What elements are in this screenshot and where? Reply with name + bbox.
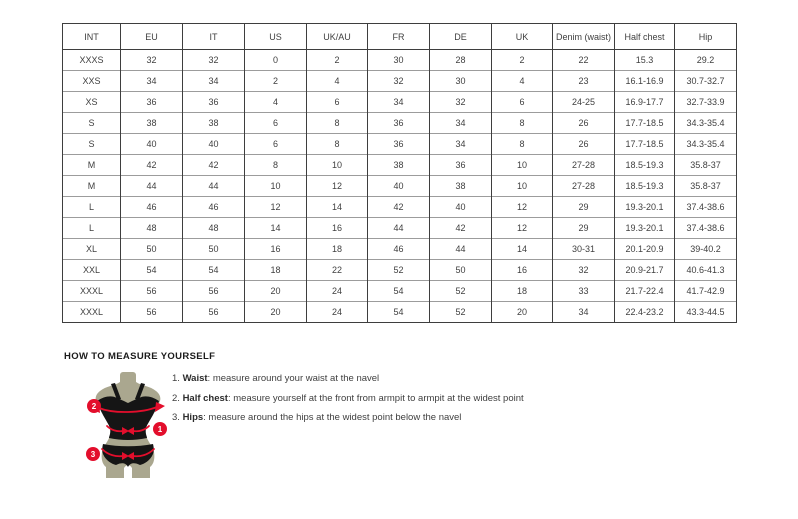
table-row: [63, 302, 737, 323]
table-cell: 56: [121, 302, 183, 323]
column-header: EU: [121, 24, 183, 50]
table-cell: 52: [430, 302, 492, 323]
table-cell: 46: [183, 197, 245, 218]
table-row: [63, 260, 737, 281]
table-cell: 46: [368, 239, 430, 260]
table-cell: 42: [121, 155, 183, 176]
column-header: FR: [368, 24, 430, 50]
table-cell: 22: [307, 260, 368, 281]
table-cell: XXXS: [63, 50, 121, 71]
measure-steps: [172, 369, 592, 428]
table-cell: 8: [492, 134, 553, 155]
table-cell: 38: [121, 113, 183, 134]
table-cell: 20: [245, 302, 307, 323]
table-cell: 2: [492, 50, 553, 71]
table-cell: 16: [245, 239, 307, 260]
marker-chest: [87, 399, 101, 413]
table-cell: 28: [430, 50, 492, 71]
table-cell: 29.2: [675, 50, 737, 71]
svg-text:2: 2: [91, 402, 97, 411]
table-cell: 18.5-19.3: [615, 176, 675, 197]
table-cell: 0: [245, 50, 307, 71]
table-cell: 8: [307, 134, 368, 155]
table-cell: 48: [121, 218, 183, 239]
table-cell: 37.4-38.6: [675, 197, 737, 218]
table-cell: 20.9-21.7: [615, 260, 675, 281]
table-cell: 54: [368, 281, 430, 302]
table-cell: 52: [368, 260, 430, 281]
table-cell: 16: [307, 218, 368, 239]
table-cell: 8: [307, 113, 368, 134]
table-cell: 32.7-33.9: [675, 92, 737, 113]
table-cell: 6: [492, 92, 553, 113]
table-row: [63, 176, 737, 197]
table-cell: 4: [492, 71, 553, 92]
table-cell: 34: [430, 134, 492, 155]
table-cell: 32: [368, 71, 430, 92]
table-cell: 44: [368, 218, 430, 239]
column-header: Hip: [675, 24, 737, 50]
table-cell: 29: [553, 197, 615, 218]
measure-guide-title: HOW TO MEASURE YOURSELF: [64, 351, 216, 362]
table-cell: 12: [245, 197, 307, 218]
table-cell: XS: [63, 92, 121, 113]
table-cell: 42: [368, 197, 430, 218]
table-cell: 16.9-17.7: [615, 92, 675, 113]
table-cell: 40: [121, 134, 183, 155]
table-cell: 6: [245, 134, 307, 155]
table-cell: 17.7-18.5: [615, 113, 675, 134]
table-cell: L: [63, 197, 121, 218]
step-label: Half chest: [182, 392, 228, 404]
step-number: 1.: [172, 373, 183, 384]
table-cell: XXL: [63, 260, 121, 281]
table-cell: 33: [553, 281, 615, 302]
table-cell: XXXL: [63, 302, 121, 323]
arrowhead: [155, 402, 165, 412]
table-cell: 32: [430, 92, 492, 113]
table-row: [63, 113, 737, 134]
marker-waist: [153, 422, 167, 436]
step-number: 3.: [172, 412, 183, 423]
table-cell: 12: [492, 197, 553, 218]
table-cell: 38: [183, 113, 245, 134]
table-cell: 50: [121, 239, 183, 260]
table-cell: 40: [368, 176, 430, 197]
table-cell: 2: [245, 71, 307, 92]
step-text: : measure around your waist at the navel: [207, 373, 380, 384]
table-cell: 14: [245, 218, 307, 239]
table-cell: 54: [183, 260, 245, 281]
table-cell: 54: [368, 302, 430, 323]
table-cell: 44: [121, 176, 183, 197]
table-cell: 56: [121, 281, 183, 302]
table-cell: 10: [307, 155, 368, 176]
table-cell: 34.3-35.4: [675, 113, 737, 134]
measurement-figure: [84, 370, 176, 482]
table-cell: 54: [121, 260, 183, 281]
table-cell: 18: [245, 260, 307, 281]
table-cell: 20.1-20.9: [615, 239, 675, 260]
column-header: US: [245, 24, 307, 50]
table-cell: 10: [245, 176, 307, 197]
table-cell: 50: [430, 260, 492, 281]
table-row: [63, 92, 737, 113]
table-cell: 19.3-20.1: [615, 218, 675, 239]
table-cell: 34: [121, 71, 183, 92]
table-row: [63, 239, 737, 260]
table-cell: 16: [492, 260, 553, 281]
table-cell: 38: [430, 176, 492, 197]
column-header: DE: [430, 24, 492, 50]
table-cell: 42: [183, 155, 245, 176]
table-cell: 27-28: [553, 155, 615, 176]
table-cell: 32: [121, 50, 183, 71]
column-header: UK: [492, 24, 553, 50]
table-cell: 34.3-35.4: [675, 134, 737, 155]
table-cell: 14: [307, 197, 368, 218]
table-cell: 14: [492, 239, 553, 260]
table-cell: 35.8-37: [675, 176, 737, 197]
table-cell: 44: [183, 176, 245, 197]
table-cell: 24-25: [553, 92, 615, 113]
table-cell: 12: [307, 176, 368, 197]
table-cell: 24: [307, 281, 368, 302]
table-cell: 17.7-18.5: [615, 134, 675, 155]
table-cell: 40: [183, 134, 245, 155]
table-cell: 21.7-22.4: [615, 281, 675, 302]
table-cell: 40.6-41.3: [675, 260, 737, 281]
column-header: INT: [63, 24, 121, 50]
table-cell: 30: [430, 71, 492, 92]
table-cell: 19.3-20.1: [615, 197, 675, 218]
table-cell: 16.1-16.9: [615, 71, 675, 92]
table-cell: 41.7-42.9: [675, 281, 737, 302]
table-row: [63, 218, 737, 239]
table-cell: 27-28: [553, 176, 615, 197]
table-cell: 32: [553, 260, 615, 281]
table-cell: L: [63, 218, 121, 239]
table-cell: 52: [430, 281, 492, 302]
table-row: [63, 50, 737, 71]
table-cell: 34: [183, 71, 245, 92]
table-cell: 38: [368, 155, 430, 176]
table-cell: 18: [492, 281, 553, 302]
table-row: [63, 155, 737, 176]
table-cell: 50: [183, 239, 245, 260]
marker-hips: [86, 447, 100, 461]
table-cell: 46: [121, 197, 183, 218]
table-cell: 34: [553, 302, 615, 323]
measure-step: [172, 369, 592, 389]
table-cell: 34: [368, 92, 430, 113]
table-cell: 44: [430, 239, 492, 260]
table-cell: 37.4-38.6: [675, 218, 737, 239]
table-cell: 2: [307, 50, 368, 71]
step-number: 2.: [172, 392, 183, 404]
measure-step: [172, 408, 592, 428]
table-cell: M: [63, 176, 121, 197]
table-cell: 34: [430, 113, 492, 134]
table-cell: 29: [553, 218, 615, 239]
table-cell: 15.3: [615, 50, 675, 71]
table-cell: 6: [245, 113, 307, 134]
svg-text:3: 3: [90, 450, 96, 459]
table-cell: 12: [492, 218, 553, 239]
table-row: [63, 197, 737, 218]
table-cell: 32: [183, 50, 245, 71]
table-cell: 43.3-44.5: [675, 302, 737, 323]
table-cell: 30.7-32.7: [675, 71, 737, 92]
table-cell: 20: [245, 281, 307, 302]
table-cell: M: [63, 155, 121, 176]
table-cell: 39-40.2: [675, 239, 737, 260]
step-text: : measure yourself at the front from armpit to armpit at the widest point: [227, 392, 524, 404]
table-row: [63, 134, 737, 155]
table-cell: 30: [368, 50, 430, 71]
table-cell: 56: [183, 302, 245, 323]
table-cell: 26: [553, 134, 615, 155]
table-cell: 30-31: [553, 239, 615, 260]
table-cell: XXXL: [63, 281, 121, 302]
column-header: Denim (waist): [553, 24, 615, 50]
step-label: Hips: [182, 412, 204, 423]
size-chart-header-row: [63, 24, 737, 50]
table-cell: 35.8-37: [675, 155, 737, 176]
table-cell: 36: [430, 155, 492, 176]
table-cell: 10: [492, 155, 553, 176]
step-text: : measure around the hips at the widest point below the navel: [203, 412, 462, 423]
table-cell: 48: [183, 218, 245, 239]
column-header: Half chest: [615, 24, 675, 50]
step-label: Waist: [182, 373, 208, 384]
table-cell: 20: [492, 302, 553, 323]
table-cell: 36: [368, 113, 430, 134]
table-cell: 22: [553, 50, 615, 71]
table-cell: S: [63, 134, 121, 155]
table-cell: 22.4-23.2: [615, 302, 675, 323]
table-cell: XL: [63, 239, 121, 260]
table-row: [63, 281, 737, 302]
table-cell: 23: [553, 71, 615, 92]
table-cell: 8: [492, 113, 553, 134]
table-cell: 36: [183, 92, 245, 113]
table-cell: S: [63, 113, 121, 134]
table-cell: 18: [307, 239, 368, 260]
table-cell: 24: [307, 302, 368, 323]
table-cell: 36: [121, 92, 183, 113]
table-row: [63, 71, 737, 92]
table-cell: 6: [307, 92, 368, 113]
table-cell: 26: [553, 113, 615, 134]
measure-step: [172, 389, 592, 409]
table-cell: 40: [430, 197, 492, 218]
table-cell: 36: [368, 134, 430, 155]
table-cell: 4: [307, 71, 368, 92]
table-cell: 18.5-19.3: [615, 155, 675, 176]
column-header: IT: [183, 24, 245, 50]
column-header: UK/AU: [307, 24, 368, 50]
table-cell: 42: [430, 218, 492, 239]
table-cell: 8: [245, 155, 307, 176]
svg-text:1: 1: [157, 425, 163, 434]
table-cell: 10: [492, 176, 553, 197]
table-cell: 56: [183, 281, 245, 302]
table-cell: XXS: [63, 71, 121, 92]
size-chart-table: [62, 23, 737, 323]
table-cell: 4: [245, 92, 307, 113]
